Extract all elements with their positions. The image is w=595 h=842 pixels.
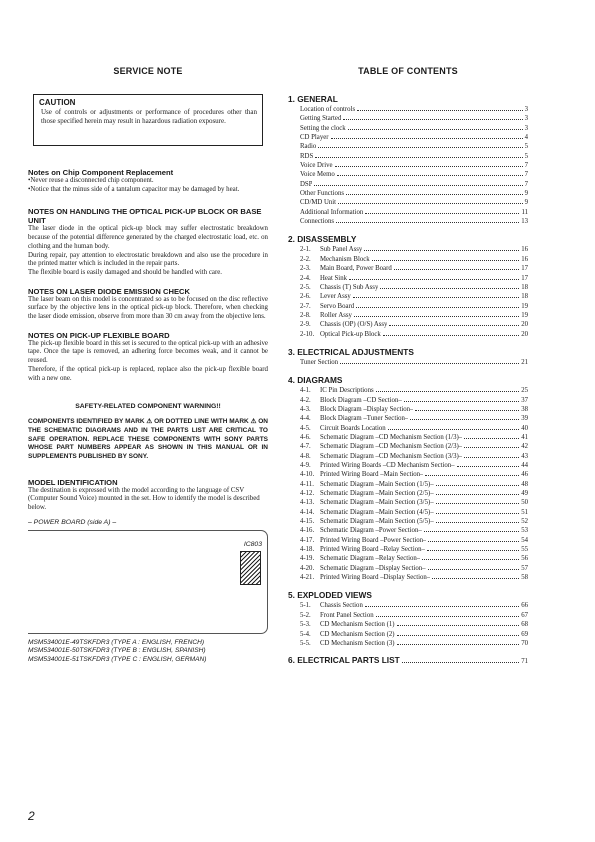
toc-page-number: 46: [521, 471, 528, 479]
toc-page-number: 68: [521, 621, 528, 629]
toc-section: [288, 590, 528, 648]
toc-leader: [436, 503, 520, 504]
toc-page-number: 56: [521, 555, 528, 563]
toc-entry[interactable]: [288, 142, 528, 151]
toc-page-number: 43: [521, 452, 528, 460]
toc-page-number: 66: [521, 602, 528, 610]
toc-entry-label: DSP: [300, 180, 313, 188]
toc-section-title[interactable]: [288, 656, 528, 666]
toc-entry-label: Roller Assy: [320, 311, 352, 319]
toc-entry[interactable]: [288, 564, 528, 573]
toc-page-number: 9: [524, 199, 528, 207]
toc-leader: [397, 635, 520, 636]
laser-notes-title: NOTES ON LASER DIODE EMISSION CHECK: [28, 286, 191, 296]
toc-leader: [376, 391, 520, 392]
toc-entry-number: 2-8.: [300, 311, 311, 319]
toc-entry[interactable]: [288, 517, 528, 526]
toc-entry-label: Printed Wiring Board –Main Section–: [320, 471, 424, 479]
toc-entry-label: Sub Panel Assy: [320, 246, 363, 254]
toc-leader: [428, 569, 520, 570]
toc-page-number: 16: [521, 255, 528, 263]
toc-leader: [337, 175, 523, 176]
toc-section-title[interactable]: 4. DIAGRAMS: [288, 375, 343, 386]
toc-leader: [428, 541, 519, 542]
toc-entry[interactable]: [288, 114, 528, 123]
toc-entry-label: Schematic Diagram –Main Section (2/5)–: [320, 490, 434, 498]
toc-entry-label: Additional Information: [300, 208, 364, 216]
toc-leader: [464, 438, 519, 439]
toc-entry-label: CD Mechanism Section (1): [320, 621, 395, 629]
toc-entry-label: Block Diagram –Display Section–: [320, 405, 414, 413]
toc-page-number: 41: [521, 433, 528, 441]
toc-entry-number: 5-2.: [300, 611, 311, 619]
toc-entry[interactable]: [288, 358, 528, 367]
toc-entry-label: RDS: [300, 152, 314, 160]
toc-entry-number: 4-13.: [300, 499, 315, 507]
toc-entry[interactable]: [288, 526, 528, 535]
toc-page-number: 3: [524, 124, 528, 132]
toc-entry-number: 5-5.: [300, 639, 311, 647]
toc-page-number: 58: [521, 574, 528, 582]
toc-heading: TABLE OF CONTENTS: [358, 66, 458, 76]
optical-notes-paragraph: During repair, pay attention to electrostatic breakdown and also use the procedure in the printed matter which is included in the repair parts.: [28, 251, 268, 268]
toc-entry[interactable]: [288, 208, 528, 217]
toc-entry-label: CD Mechanism Section (2): [320, 630, 395, 638]
toc-entry[interactable]: [288, 274, 528, 283]
toc-page-number: 3: [524, 106, 528, 113]
toc-entry[interactable]: [288, 639, 528, 648]
toc-entry-label: Other Functions: [300, 190, 344, 198]
toc-entry-number: 4-15.: [300, 518, 315, 526]
toc-entry[interactable]: [288, 442, 528, 451]
toc-entry[interactable]: [288, 245, 528, 254]
toc-leader: [389, 325, 519, 326]
toc-page-number: 55: [521, 546, 528, 554]
toc-page-number: 19: [521, 311, 528, 319]
toc-entry-number: 4-9.: [300, 462, 311, 469]
toc-entry-label: Tuner Section: [300, 358, 339, 366]
toc-entry-label: Radio: [300, 143, 317, 151]
toc-page-number: 49: [521, 490, 528, 498]
toc-entry-label: Main Board, Power Board: [320, 265, 392, 273]
toc-page-number: 69: [521, 630, 528, 638]
toc-page-number: 20: [521, 330, 528, 338]
toc-entry-number: 4-1.: [300, 387, 311, 395]
toc-entry-number: 4-16.: [300, 527, 315, 535]
toc-page-number: 11: [521, 208, 528, 216]
toc-entry-label: Getting Started: [300, 115, 342, 123]
toc-entry-label: Setting the clock: [300, 124, 346, 132]
flexible-notes-paragraph: The pick-up flexible board in this set is secured to the optical pick-up with an adhesive tape. Once the tape is removed, an adhering force becomes weak, and it cannot be reused.: [28, 339, 268, 365]
toc-page-number: 9: [524, 190, 528, 198]
toc-page-number: 17: [521, 265, 528, 273]
toc-entry-label: Schematic Diagram –CD Mechanism Section (3/3)–: [320, 452, 463, 460]
toc-entry-label: Printed Wiring Board –Display Section–: [320, 574, 431, 582]
toc-entry[interactable]: [288, 386, 528, 395]
toc-entry-label: Block Diagram –Tuner Section–: [320, 415, 409, 423]
toc-body: [288, 94, 528, 667]
optical-notes-paragraph: The flexible board is easily damaged and should be handled with care.: [28, 268, 223, 276]
toc-entry[interactable]: [288, 311, 528, 320]
toc-section-title[interactable]: 5. EXPLODED VIEWS: [288, 590, 372, 601]
toc-entry-label: Mechanism Block: [320, 255, 370, 263]
toc-entry-label: IC Pin Descriptions: [320, 387, 374, 395]
toc-page-number: 44: [521, 462, 528, 469]
toc-entry-label: Optical Pick-up Block: [320, 330, 381, 338]
toc-leader: [335, 166, 523, 167]
toc-entry[interactable]: [288, 152, 528, 161]
toc-leader: [346, 194, 523, 195]
toc-leader: [331, 138, 523, 139]
toc-entry-label: Lever Assy: [320, 293, 351, 301]
toc-entry-number: 4-4.: [300, 415, 311, 423]
toc-leader: [464, 447, 519, 448]
toc-entry[interactable]: [288, 330, 528, 339]
toc-page-number: 71: [521, 658, 528, 666]
toc-entry-number: 4-20.: [300, 564, 315, 572]
toc-page-number: 7: [524, 162, 528, 170]
toc-leader: [376, 616, 520, 617]
toc-page-number: 4: [524, 134, 528, 142]
toc-leader: [464, 457, 519, 458]
toc-page-number: 53: [521, 527, 528, 535]
toc-entry-number: 2-1.: [300, 246, 311, 254]
toc-entry-label: Printed Wiring Board –Power Section–: [320, 536, 427, 544]
toc-entry-number: 4-2.: [300, 396, 311, 404]
toc-entry-label: Location of controls: [300, 106, 356, 113]
toc-leader: [380, 288, 519, 289]
toc-entry-number: 4-3.: [300, 405, 311, 413]
caution-box: [33, 94, 263, 146]
toc-entry[interactable]: [288, 601, 528, 610]
toc-leader: [353, 297, 519, 298]
toc-section-title[interactable]: 3. ELECTRICAL ADJUSTMENTS: [288, 346, 414, 357]
toc-page-number: 52: [521, 518, 528, 526]
toc-entry[interactable]: [288, 498, 528, 507]
toc-entry-label: Schematic Diagram –Main Section (5/5)–: [320, 518, 434, 526]
ic803-label: IC803: [243, 540, 262, 548]
toc-leader: [422, 559, 519, 560]
toc-entry-number: 2-7.: [300, 302, 311, 310]
toc-entry[interactable]: [288, 292, 528, 301]
toc-page-number: 67: [521, 611, 528, 619]
toc-leader: [436, 513, 520, 514]
toc-entry[interactable]: [288, 433, 528, 442]
toc-entry-number: 2-3.: [300, 265, 311, 273]
toc-leader: [404, 401, 519, 402]
service-note-column: [28, 66, 268, 665]
toc-entry-label: CD Mechanism Section (3): [320, 639, 395, 647]
toc-entry-label: Heat Sink: [320, 274, 347, 282]
safety-warning-text: COMPONENTS IDENTIFIED BY MARK ⚠ OR DOTTED LINE WITH MARK ⚠ ON THE SCHEMATIC DIAGRAMS AND IN THE PARTS LIST ARE CRITICAL TO SAFE OPERATION. REPLACE THESE COMPONENTS WITH SONY PARTS WHOSE PART NUMBERS APPEAR AS SHOWN IN THIS MANUAL OR IN SUPPLEMENTS PUBLISHED BY SONY.: [28, 418, 268, 461]
toc-entry-label: Circuit Boards Location: [320, 424, 386, 432]
safety-warning-title: SAFETY-RELATED COMPONENT WARNING!!: [75, 403, 221, 411]
ic803-chip: [240, 551, 261, 585]
optical-notes-title: NOTES ON HANDLING THE OPTICAL PICK-UP BLOCK OR BASE UNIT: [28, 207, 262, 226]
toc-entry[interactable]: [288, 573, 528, 582]
model-variant: MSM534001E-49TSKFDR3 (TYPE A : ENGLISH, FRENCH): [28, 638, 205, 646]
toc-entry[interactable]: [288, 414, 528, 423]
toc-entry[interactable]: [288, 255, 528, 264]
toc-entry-number: 4-10.: [300, 471, 315, 479]
toc-leader: [315, 157, 522, 158]
toc-entry-label: Front Panel Section: [320, 611, 374, 619]
toc-leader: [383, 335, 519, 336]
toc-page-number: 25: [521, 387, 528, 395]
toc-leader: [372, 260, 520, 261]
toc-page-number: 48: [521, 480, 528, 488]
toc-entry[interactable]: [288, 302, 528, 311]
toc-page-number: 5: [524, 143, 528, 151]
toc-entry-number: 4-19.: [300, 555, 315, 563]
toc-entry-label: Schematic Diagram –Main Section (3/5)–: [320, 499, 434, 507]
toc-page-number: 19: [521, 302, 528, 310]
model-id-text: The destination is expressed with the model according to the language of CSV (Computer Sound Voice) mounted in the set. How to identify the model is described below.: [28, 486, 260, 512]
chip-note-bullet: •Notice that the minus side of a tantalum capacitor may be damaged by heat.: [28, 185, 240, 193]
toc-entry[interactable]: [288, 461, 528, 470]
toc-leader: [397, 625, 520, 626]
toc-entry-number: 4-5.: [300, 424, 311, 432]
toc-entry-number: 4-18.: [300, 546, 315, 554]
toc-entry-number: 2-9.: [300, 321, 311, 329]
toc-entry[interactable]: [288, 180, 528, 189]
optical-notes-paragraph: The laser diode in the optical pick-up block may suffer electrostatic breakdown because of the potential difference generated by the charged electrostatic load, etc. on clothing and the human body.: [28, 225, 268, 250]
power-board-caption: – POWER BOARD (side A) –: [28, 518, 117, 526]
toc-leader: [432, 578, 519, 579]
toc-section: [288, 375, 528, 582]
page-number: 2: [28, 809, 35, 823]
toc-entry-number: 5-3.: [300, 621, 311, 629]
toc-entry-label: Chassis Section: [320, 602, 363, 610]
toc-entry-label: CD/MD Unit: [300, 199, 337, 207]
toc-entry[interactable]: [288, 264, 528, 273]
toc-page-number: 42: [521, 443, 528, 451]
toc-entry-number: 4-12.: [300, 490, 315, 498]
toc-leader: [397, 644, 520, 645]
toc-entry-number: 2-6.: [300, 293, 311, 301]
toc-entry-label: Voice Drive: [300, 162, 333, 170]
toc-entry[interactable]: [288, 452, 528, 461]
toc-entry-number: 4-8.: [300, 452, 311, 460]
toc-entry-label: Schematic Diagram –CD Mechanism Section (2/3)–: [320, 443, 463, 451]
toc-entry[interactable]: [288, 283, 528, 292]
toc-entry[interactable]: [288, 396, 528, 405]
toc-entry-label: Chassis (T) Sub Assy: [320, 283, 379, 291]
toc-entry[interactable]: [288, 611, 528, 620]
toc-page-number: 37: [521, 396, 528, 404]
toc-leader: [427, 550, 519, 551]
toc-section-title[interactable]: 1. GENERAL: [288, 94, 338, 104]
toc-page-number: 39: [521, 415, 528, 423]
toc-entry-label: Servo Board: [320, 302, 355, 310]
toc-entry-label: Schematic Diagram –Relay Section–: [320, 555, 421, 563]
toc-entry[interactable]: [288, 320, 528, 329]
toc-leader: [354, 316, 519, 317]
toc-entry-label: CD Player: [300, 134, 329, 142]
model-variant: MSM534001E-50TSKFDR3 (TYPE B : ENGLISH, SPANISH): [28, 647, 206, 655]
toc-leader: [457, 466, 520, 467]
toc-entry-label: Chassis (OP) (O/S) Assy: [320, 321, 388, 329]
toc-entry-label: Schematic Diagram –Main Section (1/5)–: [320, 480, 434, 488]
laser-notes-text: The laser beam on this model is concentrated so as to be focused on the disc reflective surface by the objective lens in the optical pick-up block. Therefore, when checking the laser diode emission, observe from more than 30 cm away from the objective lens.: [28, 295, 268, 321]
toc-leader: [343, 119, 522, 120]
toc-section: [288, 234, 528, 338]
toc-leader: [356, 307, 519, 308]
toc-page-number: 7: [524, 171, 528, 179]
toc-page-number: 18: [521, 283, 528, 291]
toc-leader: [340, 363, 519, 364]
toc-section: [288, 347, 528, 367]
toc-entry-label: Voice Memo: [300, 171, 335, 179]
toc-entry[interactable]: [288, 198, 528, 207]
toc-entry-number: 4-21.: [300, 574, 315, 582]
toc-leader: [318, 147, 522, 148]
toc-leader: [425, 475, 519, 476]
toc-page-number: 40: [521, 424, 528, 432]
toc-entry[interactable]: [288, 217, 528, 226]
toc-entry[interactable]: [288, 554, 528, 563]
toc-entry-label: Printed Wiring Boards –CD Mechanism Section–: [320, 462, 455, 469]
toc-entry-label: Block Diagram –CD Section–: [320, 396, 402, 404]
toc-entry-number: 2-4.: [300, 274, 311, 282]
toc-entry-number: 5-1.: [300, 602, 311, 610]
toc-entry[interactable]: [288, 105, 528, 114]
chip-note-bullet: •Never reuse a disconnected chip component.: [28, 177, 154, 184]
toc-entry-number: 4-11.: [300, 480, 314, 488]
toc-entry-number: 4-17.: [300, 536, 315, 544]
toc-leader: [436, 522, 520, 523]
toc-entry-number: 5-4.: [300, 630, 311, 638]
toc-entry[interactable]: [288, 470, 528, 479]
toc-leader: [336, 222, 519, 223]
toc-entry[interactable]: [288, 536, 528, 545]
toc-leader: [388, 429, 520, 430]
toc-entry[interactable]: [288, 161, 528, 170]
toc-leader: [349, 279, 519, 280]
flexible-notes-title: NOTES ON PICK-UP FLEXIBLE BOARD: [28, 330, 170, 340]
flexible-notes-paragraph: Therefore, if the optical pick-up is replaced, replace also the pick-up flexible board with a new one.: [28, 365, 268, 382]
toc-leader: [364, 250, 519, 251]
toc-section: [288, 656, 528, 666]
toc-page-number: 21: [521, 358, 528, 366]
toc-page-number: 57: [521, 564, 528, 572]
service-note-heading: SERVICE NOTE: [113, 66, 183, 76]
toc-page-number: 13: [521, 218, 528, 226]
toc-entry-number: 4-14.: [300, 508, 315, 516]
toc-leader: [348, 129, 523, 130]
toc-entry[interactable]: [288, 489, 528, 498]
toc-entry[interactable]: [288, 545, 528, 554]
toc-entry[interactable]: [288, 424, 528, 433]
toc-leader: [365, 606, 519, 607]
toc-leader: [314, 185, 522, 186]
toc-page-number: 5: [524, 152, 528, 160]
caution-title: CAUTION: [39, 98, 76, 107]
toc-entry-label: Schematic Diagram –CD Mechanism Section (1/3)–: [320, 433, 463, 441]
model-id-title: MODEL IDENTIFICATION: [28, 477, 118, 487]
toc-page-number: 18: [521, 293, 528, 301]
toc-entry[interactable]: [288, 405, 528, 414]
power-board-figure: [28, 530, 268, 634]
toc-entry[interactable]: [288, 480, 528, 489]
toc-entry-number: 2-2.: [300, 255, 311, 263]
toc-leader: [402, 662, 519, 663]
toc-leader: [436, 485, 520, 486]
toc-leader: [357, 110, 522, 111]
toc-entry-label: Schematic Diagram –Display Section–: [320, 564, 426, 572]
toc-page-number: 51: [521, 508, 528, 516]
toc-entry[interactable]: [288, 630, 528, 639]
toc-page-number: 70: [521, 639, 528, 647]
toc-leader: [338, 203, 523, 204]
caution-text: Use of controls or adjustments or performance of procedures other than those specified herein may result in hazardous radiation exposure.: [41, 108, 257, 126]
toc-section: [288, 94, 528, 226]
toc-title-text: 6. ELECTRICAL PARTS LIST: [288, 656, 400, 666]
toc-page-number: 38: [521, 405, 528, 413]
toc-page-number: 20: [521, 321, 528, 329]
toc-page-number: 17: [521, 274, 528, 282]
toc-entry-number: 4-7.: [300, 443, 311, 451]
toc-entry-number: 2-5.: [300, 283, 311, 291]
toc-entry-label: Schematic Diagram –Power Section–: [320, 527, 422, 535]
toc-entry-number: 4-6.: [300, 433, 311, 441]
toc-entry-label: Schematic Diagram –Main Section (4/5)–: [320, 508, 434, 516]
toc-leader: [424, 531, 519, 532]
toc-entry[interactable]: [288, 508, 528, 517]
toc-entry-label: Printed Wiring Board –Relay Section–: [320, 546, 425, 554]
toc-leader: [436, 494, 520, 495]
toc-leader: [365, 213, 519, 214]
toc-section-title[interactable]: 2. DISASSEMBLY: [288, 234, 357, 245]
toc-entry[interactable]: [288, 189, 528, 198]
toc-entry-number: 2-10.: [300, 330, 315, 338]
toc-page-number: 16: [521, 246, 528, 254]
toc-column: [288, 66, 528, 675]
toc-page-number: 7: [524, 180, 528, 188]
toc-entry[interactable]: [288, 620, 528, 629]
toc-leader: [410, 419, 519, 420]
chip-notes-title: Notes on Chip Component Replacement: [28, 168, 174, 177]
toc-leader: [394, 269, 519, 270]
toc-page-number: 50: [521, 499, 528, 507]
toc-entry[interactable]: [288, 170, 528, 179]
toc-page-number: 54: [521, 536, 528, 544]
toc-entry-label: Connections: [300, 218, 334, 226]
toc-leader: [415, 410, 519, 411]
toc-entry[interactable]: [288, 124, 528, 133]
model-variant: MSM534001E-51TSKFDR3 (TYPE C : ENGLISH, GERMAN): [28, 656, 207, 664]
toc-entry[interactable]: [288, 133, 528, 142]
toc-page-number: 3: [524, 115, 528, 123]
